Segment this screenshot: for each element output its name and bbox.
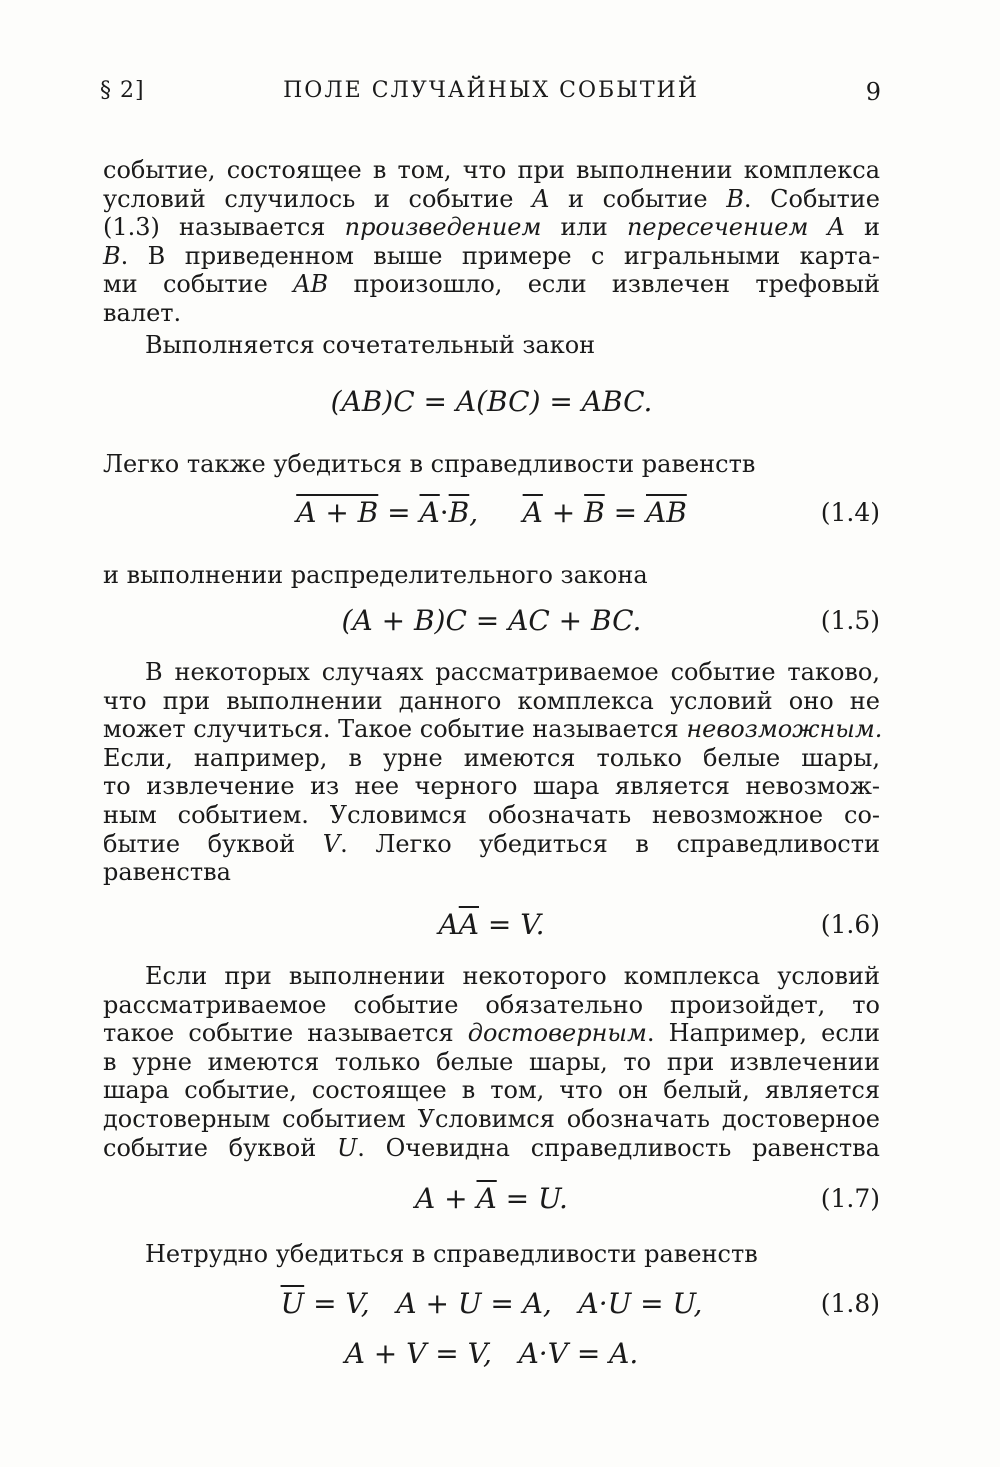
formula: $A + B = \overline{A}\cdot\overline{B}$, $\overline{A} + \overline{B} = \overline{AB}$ bbox=[296, 496, 687, 529]
chapter-title: ПОЛЕ СЛУЧАЙНЫХ СОБЫТИЙ bbox=[283, 78, 699, 103]
paragraph-certain-event bbox=[103, 962, 880, 1162]
text-line: равенства bbox=[103, 858, 231, 887]
text-line: и выполнении распределительного закона bbox=[103, 561, 648, 589]
formula: A + V = V, A·V = A. bbox=[344, 1337, 639, 1370]
equation-number: (1.8) bbox=[820, 1289, 880, 1318]
equation-1-8 bbox=[103, 1287, 880, 1327]
formula: $\overline{U} = V$, A + U = A, A·U = U, bbox=[280, 1287, 703, 1320]
text-line: Легко также убедиться в справедливости равенств bbox=[103, 450, 756, 478]
text-line: событие буквой U. Очевидна справедливость равенства bbox=[103, 1133, 880, 1162]
text-line: достоверным событием Условимся обозначать достоверное bbox=[103, 1104, 880, 1133]
section-marker: § 2] bbox=[100, 78, 145, 103]
paragraph-more-equalities bbox=[103, 1240, 880, 1269]
text-line: условий случилось и событие A и событие B. Событие bbox=[103, 184, 880, 213]
equation-number: (1.5) bbox=[820, 606, 880, 635]
text-line: Если при выполнении некоторого комплекса условий bbox=[145, 962, 880, 990]
text-line: такое событие называется достоверным. Например, если bbox=[103, 1019, 880, 1048]
text-line: в урне имеются только белые шары, то при извлечении bbox=[103, 1047, 880, 1076]
equation-number: (1.6) bbox=[820, 910, 880, 939]
text-line: ным событием. Условимся обозначать невозможное со- bbox=[103, 800, 880, 829]
text-line: Если, например, в урне имеются только белые шары, bbox=[103, 743, 880, 772]
text-line: может случиться. Такое событие называется невозможным. bbox=[103, 715, 883, 744]
text-line: Нетрудно убедиться в справедливости равенств bbox=[145, 1240, 758, 1268]
paragraph-product-definition bbox=[103, 156, 880, 328]
paragraph-impossible-event bbox=[103, 658, 883, 887]
equation-1-7 bbox=[103, 1182, 880, 1222]
text-line: что при выполнении данного комплекса условий оно не bbox=[103, 686, 880, 715]
formula: $A + \overline{A} = U$. bbox=[415, 1182, 568, 1215]
equation-number: (1.4) bbox=[820, 498, 880, 527]
page-number: 9 bbox=[865, 78, 882, 106]
equation-associative bbox=[103, 385, 880, 425]
equation-number: (1.7) bbox=[820, 1184, 880, 1213]
equation-1-5 bbox=[103, 604, 880, 644]
text-line: рассматриваемое событие обязательно произойдет, то bbox=[103, 990, 880, 1019]
formula: (A + B)C = AC + BC. bbox=[341, 604, 642, 637]
paragraph-distributive bbox=[103, 561, 880, 590]
paragraph-associative bbox=[103, 331, 880, 360]
text-line: B. В приведенном выше примере с игральными карта- bbox=[103, 241, 880, 270]
text-line: событие, состоящее в том, что при выполнении комплекса bbox=[103, 156, 880, 184]
running-header bbox=[100, 78, 882, 110]
formula: $A\overline{A} = V$. bbox=[438, 908, 545, 941]
text-line: то извлечение из нее черного шара является невозмож- bbox=[103, 772, 880, 801]
text-line: (1.3) называется произведением или пересечением A и bbox=[103, 213, 881, 242]
formula: (AB)C = A(BC) = ABC. bbox=[330, 385, 653, 418]
equation-1-4 bbox=[103, 496, 880, 536]
text-line: валет. bbox=[103, 298, 182, 327]
equation-1-8-second-line bbox=[103, 1337, 880, 1377]
text-line: В некоторых случаях рассматриваемое событие таково, bbox=[145, 658, 880, 686]
text-line: бытие буквой V. Легко убедиться в справедливости bbox=[103, 829, 881, 858]
equation-1-6 bbox=[103, 908, 880, 948]
text-line: ми событие AB произошло, если извлечен трефовый bbox=[103, 270, 881, 299]
paragraph-equalities bbox=[103, 450, 880, 479]
text-line: Выполняется сочетательный закон bbox=[145, 331, 596, 359]
text-line: шара событие, состоящее в том, что он белый, является bbox=[103, 1076, 880, 1105]
